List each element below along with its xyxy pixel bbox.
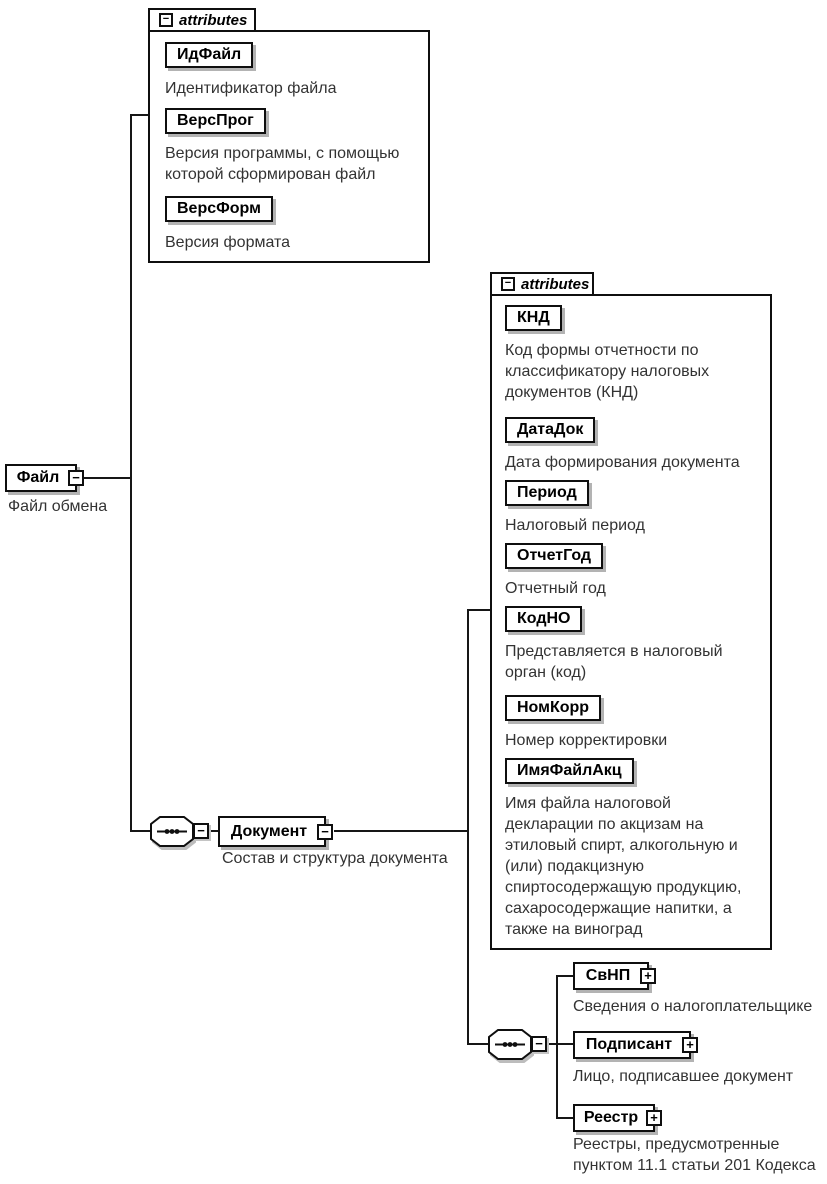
attribute-knd-annotation: Код формы отчетности по классификатору налоговых документов (КНД) <box>505 342 710 401</box>
attribute-datadok-annotation: Дата формирования документа <box>505 454 740 471</box>
element-reestr[interactable] <box>573 1104 658 1132</box>
element-file[interactable] <box>5 464 80 492</box>
expand-icon[interactable]: + <box>640 968 656 984</box>
collapse-icon[interactable]: − <box>68 470 84 486</box>
element-reestr-annotation: Реестры, предусмотренные пунктом 11.1 статьи 201 Кодекса <box>573 1136 816 1174</box>
attribute-period[interactable]: Период <box>505 480 589 506</box>
collapse-icon[interactable]: − <box>193 823 209 839</box>
attribute-nomkorr[interactable]: НомКорр <box>505 695 601 721</box>
attribute-imyafileakc[interactable]: ИмяФайлАкц <box>505 758 634 784</box>
attributes-group-document <box>490 272 772 950</box>
connector-line <box>467 1043 488 1045</box>
attribute-datadok[interactable]: ДатаДок <box>505 417 595 443</box>
connector-line <box>556 975 558 1119</box>
attribute-knd[interactable]: КНД <box>505 305 562 331</box>
expand-icon[interactable]: + <box>682 1037 698 1053</box>
collapse-icon[interactable]: − <box>317 824 333 840</box>
attribute-otchetgod[interactable]: ОтчетГод <box>505 543 603 569</box>
connector-line <box>556 975 573 977</box>
attribute-nomkorr-annotation: Номер корректировки <box>505 732 668 749</box>
attributes-tab <box>148 8 256 32</box>
sequence-icon <box>150 816 194 847</box>
attribute-kodno-annotation: Представляется в налоговый орган (код) <box>505 643 723 681</box>
connector-line <box>131 114 148 116</box>
attribute-versform[interactable]: ВерсФорм <box>165 196 273 222</box>
connector-line <box>556 1117 573 1119</box>
element-document[interactable] <box>218 816 329 847</box>
connector-line <box>209 830 218 832</box>
element-podpisant[interactable] <box>573 1031 694 1059</box>
element-svnp-name: СвНП <box>585 967 631 984</box>
connector-line <box>467 609 490 611</box>
sequence-icon <box>488 1029 532 1060</box>
connector-line <box>130 114 132 832</box>
connector-line <box>467 609 469 1045</box>
element-podpisant-annotation: Лицо, подписавшее документ <box>573 1068 794 1085</box>
connector-line <box>84 477 131 479</box>
attribute-imyafileakc-annotation: Имя файла налоговой декларации по акцизам на этиловый спирт, алкогольную и (или) подакцизную спиртосодержащую продукцию, сахаросодержащие напитки, а также на виноград <box>505 795 742 938</box>
element-reestr-name: Реестр <box>583 1109 639 1126</box>
connector-line <box>130 830 150 832</box>
element-podpisant-name: Подписант <box>585 1036 673 1053</box>
collapse-icon[interactable]: − <box>501 277 515 291</box>
element-svnp[interactable] <box>573 962 652 990</box>
attributes-tab <box>490 272 594 296</box>
attribute-period-annotation: Налоговый период <box>505 517 645 534</box>
attributes-tab-label: attributes <box>521 275 590 293</box>
attribute-otchetgod-annotation: Отчетный год <box>505 580 606 597</box>
connector-line <box>547 1043 573 1045</box>
collapse-icon[interactable]: − <box>531 1036 547 1052</box>
attribute-kodno[interactable]: КодНО <box>505 606 582 632</box>
element-file-annotation: Файл обмена <box>8 498 108 515</box>
element-svnp-annotation: Сведения о налогоплательщике <box>573 998 813 1015</box>
attribute-versprog[interactable]: ВерсПрог <box>165 108 266 134</box>
attribute-idfile[interactable]: ИдФайл <box>165 42 253 68</box>
attribute-versprog-annotation: Версия программы, с помощью которой сформирован файл <box>165 145 400 183</box>
collapse-icon[interactable]: − <box>159 13 173 27</box>
attributes-tab-label: attributes <box>179 11 248 29</box>
connector-line <box>334 830 468 832</box>
attributes-group-file <box>148 8 430 263</box>
expand-icon[interactable]: + <box>646 1110 662 1126</box>
attribute-idfile-annotation: Идентификатор файла <box>165 80 337 97</box>
element-document-name: Документ <box>230 822 308 840</box>
element-document-annotation: Состав и структура документа <box>222 850 448 867</box>
attribute-versform-annotation: Версия формата <box>165 234 291 251</box>
element-file-name: Файл <box>16 469 60 486</box>
